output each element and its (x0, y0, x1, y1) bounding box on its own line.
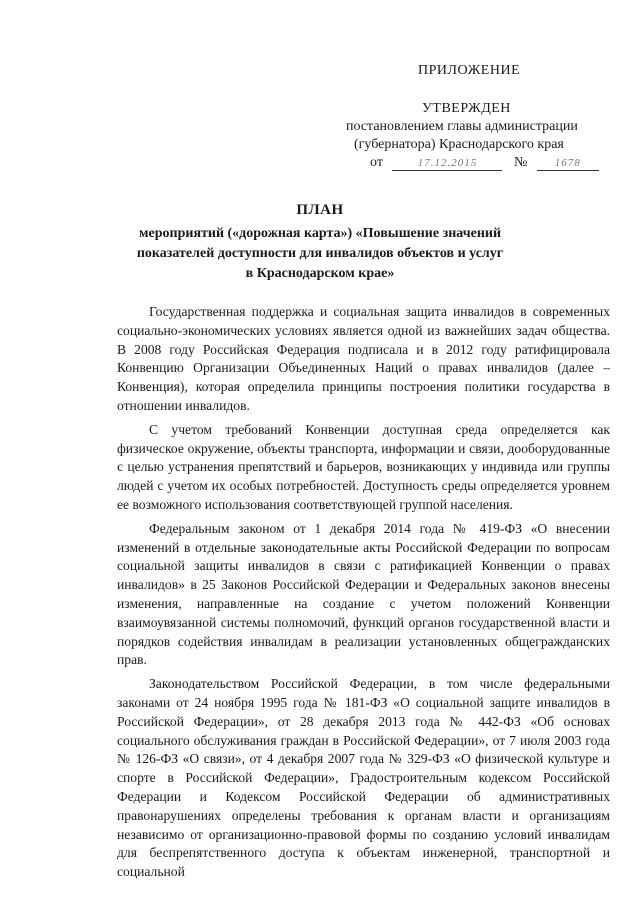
approval-date-line (370, 154, 599, 172)
date-prefix: от (370, 155, 383, 170)
number-prefix: № (513, 155, 528, 170)
appendix-label: ПРИЛОЖЕНИЕ (418, 63, 521, 78)
title-line-2: показателей доступности для инвалидов объектов и услуг (136, 246, 504, 261)
document-title (80, 200, 560, 284)
paragraph: С учетом требований Конвенции доступная среда определяется как физическое окружение, объекты транспорта, информации и связи, дооборудованные с целью устранения препятствий и барьеров, возникающих у индивида или группы людей с учетом их особых потребностей. Доступность среды определяется уровнем ее возможного использования соответствующей группой населения. (117, 421, 610, 512)
title-line-3: в Краснодарском крае» (245, 266, 395, 281)
paragraph: Государственная поддержка и социальная защита инвалидов в современных социально-экономических условиях является одной из важнейших задач общества. В 2008 году Российская Федерация подписала и в 2012 году ратифицировала Конвенцию Организации Объединенных Наций о правах инвалидов (далее – Конвенция), которая определила принципы построения политики государства в отношении инвалидов. (117, 304, 610, 413)
approval-authority-line: постановлением главы администрации (346, 119, 578, 134)
approved-label: УТВЕРЖДЕН (422, 101, 511, 116)
handwritten-number: 1678 (537, 157, 599, 171)
handwritten-date: 17.12.2015 (392, 157, 502, 171)
document-body (117, 303, 610, 882)
title-plan: ПЛАН (296, 202, 344, 218)
title-line-1: мероприятий («дорожная карта») «Повышение значений (138, 226, 502, 241)
approval-region-line: (губернатора) Краснодарского края (354, 137, 564, 152)
paragraph: Федеральным законом от 1 декабря 2014 года № 419-ФЗ «О внесении изменений в отдельные законодательные акты Российской Федерации по вопросам социальной защиты инвалидов в связи с ратификацией Конвенции о правах инвалидов» в 25 Законов Российской Федерации и Федеральных законов внесены изменения, направленные на создание с учетом положений Конвенции взаимоувязанной системы полномочий, функций органов государственной власти и порядков содействия инвалидам в реализации установленных общегражданских прав. (117, 520, 610, 668)
paragraph: Законодательством Российской Федерации, в том числе федеральными законами от 24 ноября 1995 года № 181-ФЗ «О социальной защите инвалидов в Российской Федерации», от 28 декабря 2013 года № 442-ФЗ «Об основах социального обслуживания граждан в Российской Федерации», от 7 июля 2003 года № 126-ФЗ «О связи», от 4 декабря 2007 года № 329-ФЗ «О физической культуре и спорте в Российской Федерации», Градостроительным кодексом Российской Федерации и Кодексом Российской Федерации об административных правонарушениях определены требования к органам власти и организациям независимо от организационно-правовой формы по созданию условий инвалидам для беспрепятственного доступа к объектам инженерной, транспортной и социальной (117, 676, 610, 880)
